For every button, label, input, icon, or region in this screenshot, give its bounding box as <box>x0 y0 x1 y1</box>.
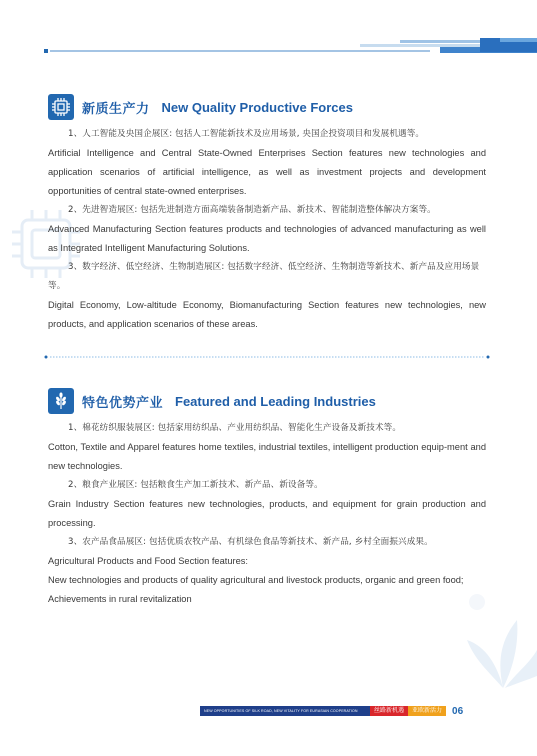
section-divider <box>44 355 490 359</box>
paragraph-en: Grain Industry Section features new technologies, products, and equipment for grain production and processing. <box>48 499 486 528</box>
footer-slogan-cn-2: 亚欧新活力 <box>408 706 446 716</box>
paragraph-cn: 2、粮食产业展区: 包括粮食生产加工新技术、新产品、新设备等。 <box>68 480 323 490</box>
paragraph-cn: 2、先进智造展区: 包括先进制造方面高端装备制造新产品、新技术、智能制造整体解决方案等。 <box>68 205 436 215</box>
paragraph-en: New technologies and products of quality agricultural and livestock products, organic and green food; <box>48 575 464 585</box>
page-footer <box>200 705 463 717</box>
header-decoration <box>0 0 537 60</box>
footer-slogan-cn-1: 丝路新机遇 <box>370 706 408 716</box>
section-header-featured-industries <box>48 388 376 414</box>
section-title-en: New Quality Productive Forces <box>161 99 353 115</box>
footer-slogan-en: NEW OPPORTUNITIES OF SILK ROAD, NEW VITALITY FOR EURASIAN COOPERATION <box>200 706 370 716</box>
section-header-productive-forces <box>48 94 353 120</box>
section-title-en: Featured and Leading Industries <box>175 393 376 409</box>
wheat-icon <box>48 388 74 414</box>
paragraph-cn: 1、棉花纺织服装展区: 包括家用纺织品、产业用纺织品、智能化生产设备及新技术等。 <box>68 423 402 433</box>
paragraph-en: Advanced Manufacturing Section features products and technologies of advanced manufacturing as well as Integrated Intelligent Manufacturing Solutions. <box>48 224 486 253</box>
chip-icon <box>48 94 74 120</box>
page-number: 06 <box>452 705 464 717</box>
paragraph-en: Artificial Intelligence and Central State-Owned Enterprises Section features new technologies and application scenarios of artificial intelligence, as well as investment projects and development opportunities of central state-owned enterprises. <box>48 148 486 196</box>
paragraph-cn: 3、数字经济、低空经济、生物制造展区: 包括数字经济、低空经济、生物制造等新技术、新产品及应用场景等。 <box>48 262 480 291</box>
section-title-cn: 特色优势产业 <box>82 395 164 411</box>
paragraph-en: Achievements in rural revitalization <box>48 594 192 604</box>
paragraph-en: Agricultural Products and Food Section features: <box>48 556 248 566</box>
paragraph-en: Cotton, Textile and Apparel features home textiles, industrial textiles, intelligent production equip-ment and new technologies. <box>48 442 486 471</box>
paragraph-cn: 3、农产品食品展区: 包括优质农牧产品、有机绿色食品等新技术、新产品, 乡村全面振兴成果。 <box>68 537 433 547</box>
section-body-productive-forces <box>48 125 486 334</box>
paragraph-en: Digital Economy, Low-altitude Economy, Biomanufacturing Section features new technologies, new products, and application scenarios of these areas. <box>48 300 486 329</box>
paragraph-cn: 1、人工智能及央国企展区: 包括人工智能新技术及应用场景, 央国企投资项目和发展机遇等。 <box>68 129 425 139</box>
section-title-cn: 新质生产力 <box>82 101 150 117</box>
section-body-featured-industries <box>48 419 486 609</box>
